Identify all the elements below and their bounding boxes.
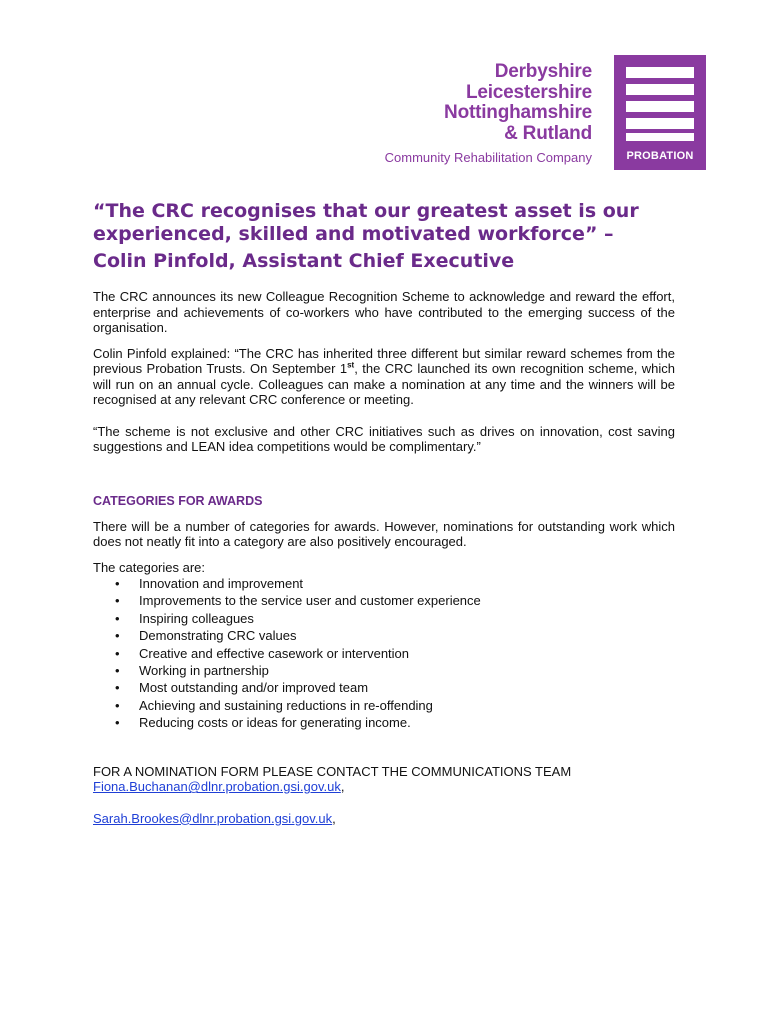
list-item (93, 645, 675, 662)
logo-bar (626, 101, 694, 112)
email-separator: , (332, 810, 336, 826)
ordinal-suffix: st (347, 360, 355, 370)
logo-bar (650, 84, 694, 95)
org-name-line: Nottinghamshire (444, 102, 592, 123)
article-body (93, 200, 675, 826)
list-item (93, 610, 675, 627)
letterhead (0, 0, 768, 180)
logo-bar (626, 133, 694, 141)
bullet: • (115, 576, 120, 591)
explanation-text-start: Colin Pinfold explained: “The CRC has inherited three different but similar reward schemes from the previous Probation Trusts. On September 1 (93, 345, 675, 376)
organisation-name (385, 62, 592, 166)
category-label: Inspiring colleagues (139, 610, 254, 626)
category-label: Innovation and improvement (139, 576, 304, 591)
list-item (93, 662, 675, 679)
categories-paragraph: There will be a number of categories for awards. However, nominations for outstanding work which does not neatly fit into a category are also positively encouraged. (93, 518, 675, 549)
logo-bar (626, 67, 694, 78)
bullet: • (115, 663, 120, 679)
bullet: • (115, 697, 120, 713)
scheme-quote-paragraph: “The scheme is not exclusive and other CRC initiatives such as drives on innovation, cost saving suggestions and LEAN idea competitions would be complimentary.” (93, 423, 675, 454)
bullet: • (115, 645, 120, 661)
category-label: Reducing costs or ideas for generating income. (139, 715, 411, 731)
contact-email-line (93, 779, 675, 795)
email-separator: , (340, 779, 345, 795)
category-label: Demonstrating CRC values (139, 628, 297, 644)
list-item (93, 679, 675, 696)
list-intro: The categories are: (93, 559, 206, 575)
org-name-line: Derbyshire (494, 61, 592, 82)
category-label: Improvements to the service user and customer experience (139, 593, 481, 609)
category-label: Achieving and sustaining reductions in re-offending (139, 697, 433, 713)
list-item (93, 592, 675, 609)
bullet: • (115, 610, 120, 626)
category-label: Most outstanding and/or improved team (139, 680, 369, 696)
pull-quote: “The CRC recognises that our greatest asset is our experienced, skilled and motivated workforce” – (93, 200, 639, 245)
list-item (93, 714, 675, 731)
logo-bar (650, 118, 694, 129)
org-name-line: & Rutland (504, 122, 592, 144)
logo-label: PROBATION (626, 150, 694, 162)
explanation-paragraph (93, 346, 675, 408)
email-link-sarah[interactable]: Sarah.Brookes@dlnr.probation.gsi.gov.uk (93, 810, 333, 826)
contact-email-line (93, 811, 675, 827)
quote-attribution: Colin Pinfold, Assistant Chief Executive (93, 250, 515, 272)
org-subtitle: Community Rehabilitation Company (384, 150, 592, 165)
explanation-text-end: , the CRC launched its own recognition scheme, which will run on an annual cycle. Colleagues can make a nomination at any time and the winners will be recognised at any relevant CRC conference or meeting. (93, 361, 676, 407)
bullet: • (115, 715, 120, 731)
list-item (93, 627, 675, 644)
bullet: • (115, 680, 120, 696)
section-heading: CATEGORIES FOR AWARDS (93, 493, 263, 508)
categories-list (93, 575, 675, 732)
intro-paragraph: The CRC announces its new Colleague Recognition Scheme to acknowledge and reward the effort, enterprise and achievements of co-workers who have contributed to the emerging success of the organisation. (93, 289, 675, 335)
email-link-fiona[interactable]: Fiona.Buchanan@dlnr.probation.gsi.gov.uk (93, 779, 341, 795)
category-label: Working in partnership (139, 663, 269, 679)
contact-heading: FOR A NOMINATION FORM PLEASE CONTACT THE COMMUNICATIONS TEAM (93, 763, 572, 779)
list-item (93, 575, 675, 592)
bullet: • (115, 628, 120, 644)
probation-logo (614, 55, 706, 170)
org-name-line: Leicestershire (465, 81, 592, 103)
list-item (93, 697, 675, 714)
bullet: • (115, 593, 120, 609)
category-label: Creative and effective casework or intervention (139, 645, 410, 661)
